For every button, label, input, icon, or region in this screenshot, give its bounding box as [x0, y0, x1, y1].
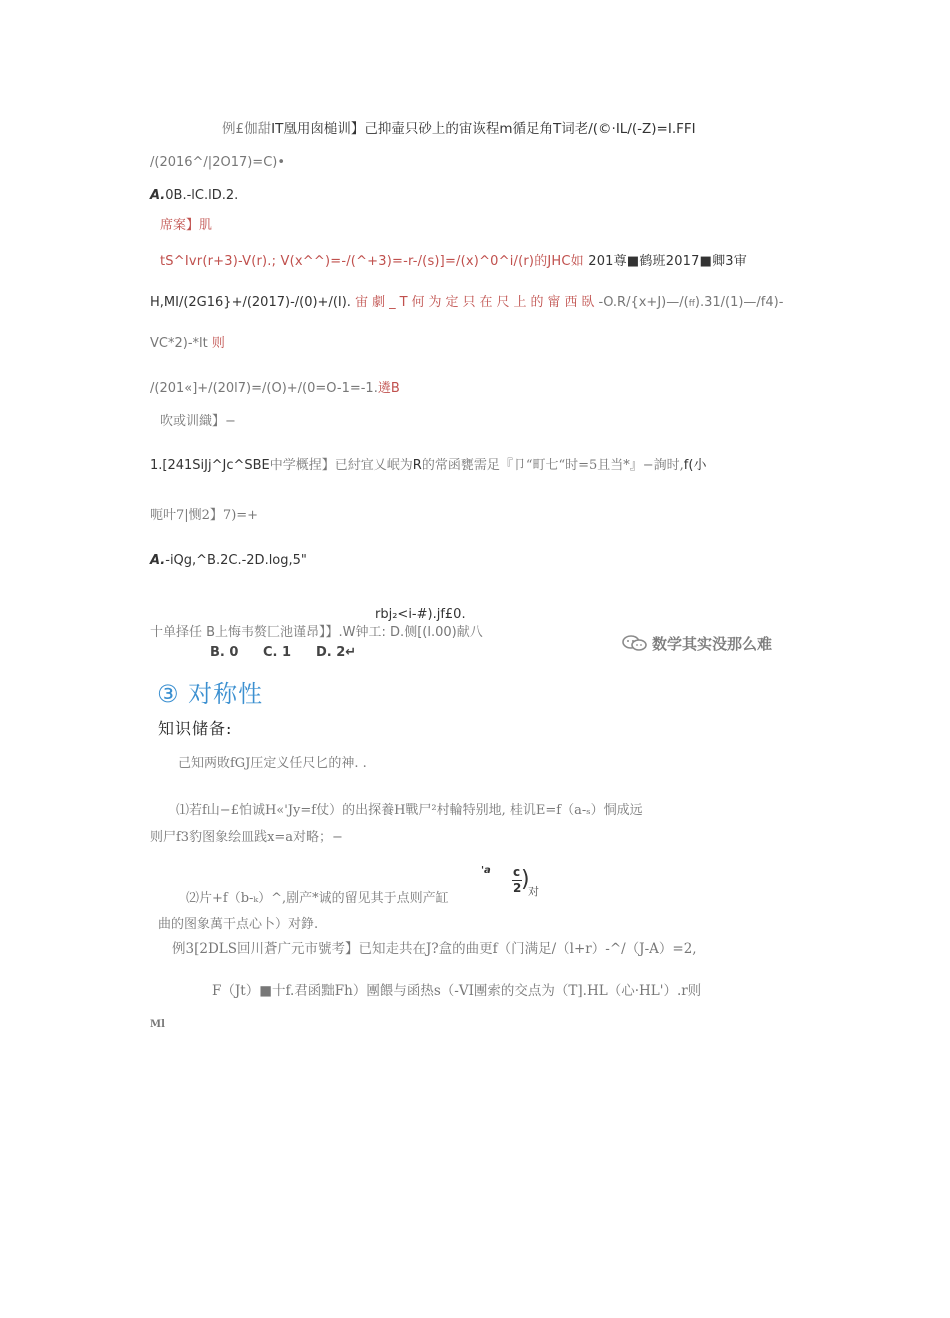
example3-line1: 例3[2DLS回川蒼广元市號考】已知走共在J?盒的曲更f（门满足/（l+r）-^/（J-A）=2, [172, 941, 697, 957]
example3-line3: Ml [150, 1019, 165, 1030]
drill-q1-c: R [412, 458, 422, 473]
example2-line1 [222, 120, 696, 138]
solution-line4-red: 遴B [377, 381, 400, 396]
drill-clipped-text: 十单择任 B上悔韦赘匚池谨昂】】.W钟工: D.侧[(l.00)献八 [150, 625, 483, 640]
fraction-figure [481, 865, 545, 901]
answer-label: 席案】肌 [160, 218, 213, 233]
example2-options-text: 0B.-lC.lD.2. [165, 188, 239, 203]
watermark-text: 数学其实没那么难 [652, 635, 773, 653]
drill-q1-b: 中学概捏】已紂宜乂岷为 [269, 458, 413, 473]
option-a-label: A. [150, 188, 166, 203]
fraction-paren: ) [521, 867, 530, 892]
body-p2-line2: 则尸f3豹图象绘皿践x=a对略；− [150, 830, 343, 845]
solution-line2-a: H,MI/(2G16}+/(2017)-/(0)+/(I). [150, 295, 351, 310]
solution-line4-a: /(201«]+/(20l7)=/(O)+/(0=O-1=-1. [150, 381, 378, 396]
drill-q1-e: f(小 [683, 458, 707, 473]
solution-line3-a: VC*2)-*lt [150, 336, 208, 351]
example2-line1-text: IT凰用囱槌训】己抑壷只砂上的宙诙程m循足角T词老/(©·IL/(-Z)=I.FFI [271, 121, 696, 137]
fraction-numerator: c [513, 865, 521, 879]
body-p3-line1: ⑵片+f（b-ₖ）^,剧产*诚的留见其于点则产缸 [186, 891, 449, 906]
solution-line1-dark: 201尊■鹤班2017■卿3审 [588, 254, 747, 269]
drill-clipped-line [150, 625, 535, 640]
drill-q2-option-b: B. 0 [210, 645, 239, 660]
solution-line2-c: ).31/(1)—/f4)- [694, 295, 784, 310]
drill-q1-line1 [150, 457, 706, 475]
drill-q2-option-d: D. 2↵ [316, 645, 357, 660]
solution-line2-b: -O.R/{x+J)—/( [598, 295, 689, 310]
body-p3-line2: 曲的图象萬干点心卜）对錚. [158, 917, 319, 932]
drill-q1-options-text: -iQg,^B.2C.-2D.log,5" [165, 553, 307, 568]
drill-q1-option-a-label: A. [150, 553, 166, 568]
solution-line2-sub: ff [688, 299, 695, 309]
drill-q1-a: 1.[241SiJj^Jc^SBE [150, 458, 270, 473]
knowledge-heading: 知识储备: [158, 719, 233, 738]
solution-line2-red: 宙劇_T何为定只在尺上的甯西臥 [355, 295, 599, 310]
drill-heading: 吹或训織】− [160, 414, 236, 429]
drill-q1-line2: 呃叶7|恻2】7)=+ [150, 508, 259, 523]
body-p1: 己知两敗fGJ圧定义任尺匕的神. . [178, 756, 367, 771]
wechat-watermark [622, 634, 772, 654]
example2-line1-prefix: 例£伽甜 [222, 121, 272, 137]
drill-q2-option-c: C. 1 [263, 645, 292, 660]
drill-q1-d: 的常函甕需足『卩“町七“时=5且当*』−詢时, [421, 458, 684, 473]
solution-line4 [150, 380, 400, 398]
fraction-tail: 对 [528, 885, 539, 898]
solution-line3 [150, 335, 225, 353]
drill-q1-options [150, 552, 307, 570]
drill-cut-line: rbj₂<i-#).jf£0. [375, 607, 466, 622]
example2-line2: /(2016^/|2O17)=C)• [150, 155, 286, 170]
example2-options [150, 187, 238, 205]
solution-line3-red: 则 [211, 336, 225, 351]
wechat-icon [622, 635, 648, 651]
solution-line1 [160, 253, 747, 271]
solution-line2 [150, 294, 783, 313]
body-p2-line1: ⑴若f山−£怕诚H«'Jy=f仗）的出探養H戰尸²村輪特别地, 桂讥E=f（a-ₛ）恫成远 [176, 803, 643, 818]
fraction-a: 'a [481, 865, 491, 876]
section-title: ③ 对称性 [157, 680, 264, 708]
fraction-denominator: 2 [513, 881, 522, 895]
solution-line1-red: tS^Ivr(r+3)-V(r).; V(x^^)=-/(^+3)=-r-/(s)]=/(x)^0^i/(r)的JHC如 [160, 254, 584, 269]
example3-line2: F（Jt）■十f.君函黜Fh）團餵与函热s（-VI團索的交点为（T].HL（心·HL'）.r则 [212, 983, 702, 999]
